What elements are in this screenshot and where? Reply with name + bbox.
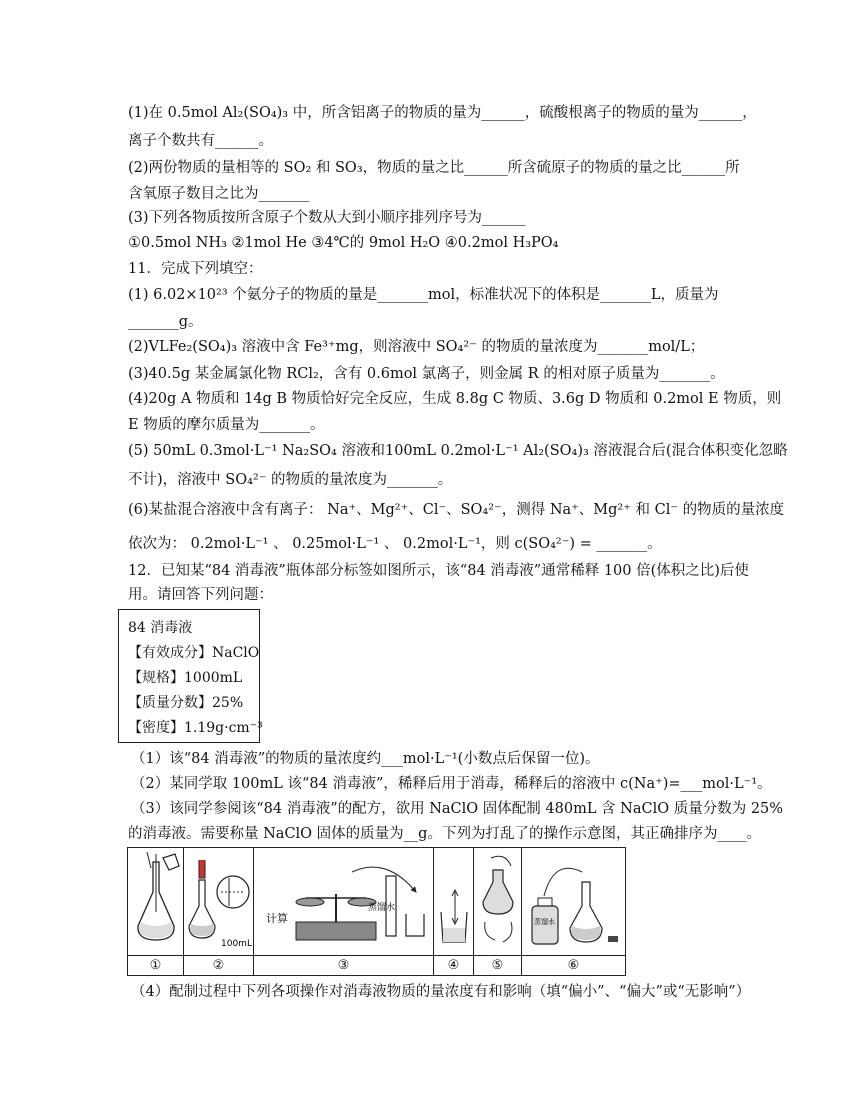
text-line: (4)20g A 物质和 14g B 物质恰好完全反应，生成 8.8g C 物质、3.6g D 物质和 0.2mol E 物质，则 (128, 391, 782, 407)
flask-volume-label: 100mL (220, 938, 252, 949)
text-line: 不计)，溶液中 SO₄²⁻ 的物质的量浓度为_______。 (128, 472, 453, 488)
pour-into-flask-icon (129, 852, 183, 952)
shaking-flask-icon (475, 852, 521, 952)
step-1-cell (128, 848, 184, 956)
text-line: (2)两份物质的量相等的 SO₂ 和 SO₃，物质的量之比______所含硫原子的物质的量之比______所 (128, 160, 740, 176)
text-line: （3）该同学参阅该“84 消毒液”的配方，欲用 NaClO 固体配制 480mL 含 NaClO 质量分数为 25% (131, 801, 784, 817)
step-4-cell (434, 848, 474, 956)
step-6-cell (522, 848, 626, 956)
text-line: (3)40.5g 某金属氯化物 RCl₂，含有 0.6mol 氯离子，则金属 R 的相对原子质量为_______。 (128, 366, 725, 382)
text-line: （2）某同学取 100mL 该“84 消毒液”，稀释后用于消毒，稀释后的溶液中 c(Na⁺)=___mol·L⁻¹。 (131, 776, 772, 792)
volumetric-flask-icon (185, 852, 253, 952)
text-line: ①0.5mol NH₃ ②1mol He ③4℃的 9mol H₂O ④0.2mol H₃PO₄ (128, 235, 559, 251)
step-label: ③ (254, 956, 434, 976)
step-label: ④ (434, 956, 474, 976)
step-3-cell (254, 848, 434, 956)
label-line: 【有效成分】NaClO (128, 645, 260, 661)
step-2-cell (184, 848, 254, 956)
text-line: 用。请回答下列问题： (128, 587, 273, 603)
text-line: 依次为： 0.2mol·L⁻¹ 、 0.25mol·L⁻¹ 、 0.2mol·L⁻¹，则 c(SO₄²⁻) = _______。 (128, 536, 662, 552)
calc-label: 计算 (265, 911, 288, 925)
text-line: （4）配制过程中下列各项操作对消毒液物质的量浓度有和影响（填“偏小”、“偏大”或“无影响”） (131, 984, 751, 1000)
step-label: ② (184, 956, 254, 976)
step-label: ⑤ (474, 956, 522, 976)
balance-weighing-icon (256, 852, 432, 952)
text-line: (2)VLFe₂(SO₄)₃ 溶液中含 Fe³⁺mg，则溶液中 SO₄²⁻ 的物质的量浓度为_______mol/L； (128, 339, 705, 355)
step-label: ① (128, 956, 184, 976)
question-heading: 12．已知某“84 消毒液”瓶体部分标签如图所示，该“84 消毒液”通常稀释 100 倍(体积之比)后使 (128, 563, 749, 579)
bottle-label: 蒸馏水 (533, 917, 555, 926)
wash-bottle-transfer-icon (524, 852, 624, 952)
text-line: (1)在 0.5mol Al₂(SO₄)₃ 中，所含铝离子的物质的量为______，硫酸根离子的物质的量为______， (128, 105, 757, 121)
label-box (118, 609, 263, 743)
step-5-cell (474, 848, 522, 956)
text-line: (6)某盐混合溶液中含有离子： Na⁺、Mg²⁺、Cl⁻、SO₄²⁻，测得 Na⁺、Mg²⁺ 和 Cl⁻ 的物质的量浓度 (128, 502, 785, 518)
text-line: 离子个数共有______。 (128, 133, 273, 149)
text-line: 的消毒液。需要称量 NaClO 固体的质量为__g。下列为打乱了的操作示意图，其正确排序为____。 (128, 826, 761, 842)
step-label: ⑥ (522, 956, 626, 976)
text-line: (1) 6.02×10²³ 个氨分子的物质的量是_______mol，标准状况下的体积是_______L，质量为 (128, 287, 719, 303)
text-line: E 物质的摩尔质量为_______。 (128, 417, 325, 433)
label-title: 84 消毒液 (128, 620, 193, 636)
label-line: 【质量分数】25% (128, 695, 244, 711)
question-heading: 11．完成下列填空： (128, 261, 263, 277)
text-line: (3)下列各物质按所含原子个数从大到小顺序排列序号为______ (128, 210, 526, 226)
label-line: 【规格】1000mL (128, 670, 243, 686)
text-line: （1）该“84 消毒液”的物质的量浓度约___mol·L⁻¹(小数点后保留一位)。 (131, 751, 600, 767)
text-line: (5) 50mL 0.3mol·L⁻¹ Na₂SO₄ 溶液和100mL 0.2mol·L⁻¹ Al₂(SO₄)₃ 溶液混合后(混合体积变化忽略 (128, 443, 788, 459)
text-line: _______g。 (128, 314, 203, 330)
beaker-stirring-icon (435, 852, 473, 952)
text-line: 含氧原子数目之比为_______ (128, 186, 310, 202)
water-label: 蒸馏水 (367, 902, 395, 913)
procedure-figure (127, 847, 626, 976)
label-line: 【密度】1.19g·cm⁻³ (128, 720, 263, 736)
